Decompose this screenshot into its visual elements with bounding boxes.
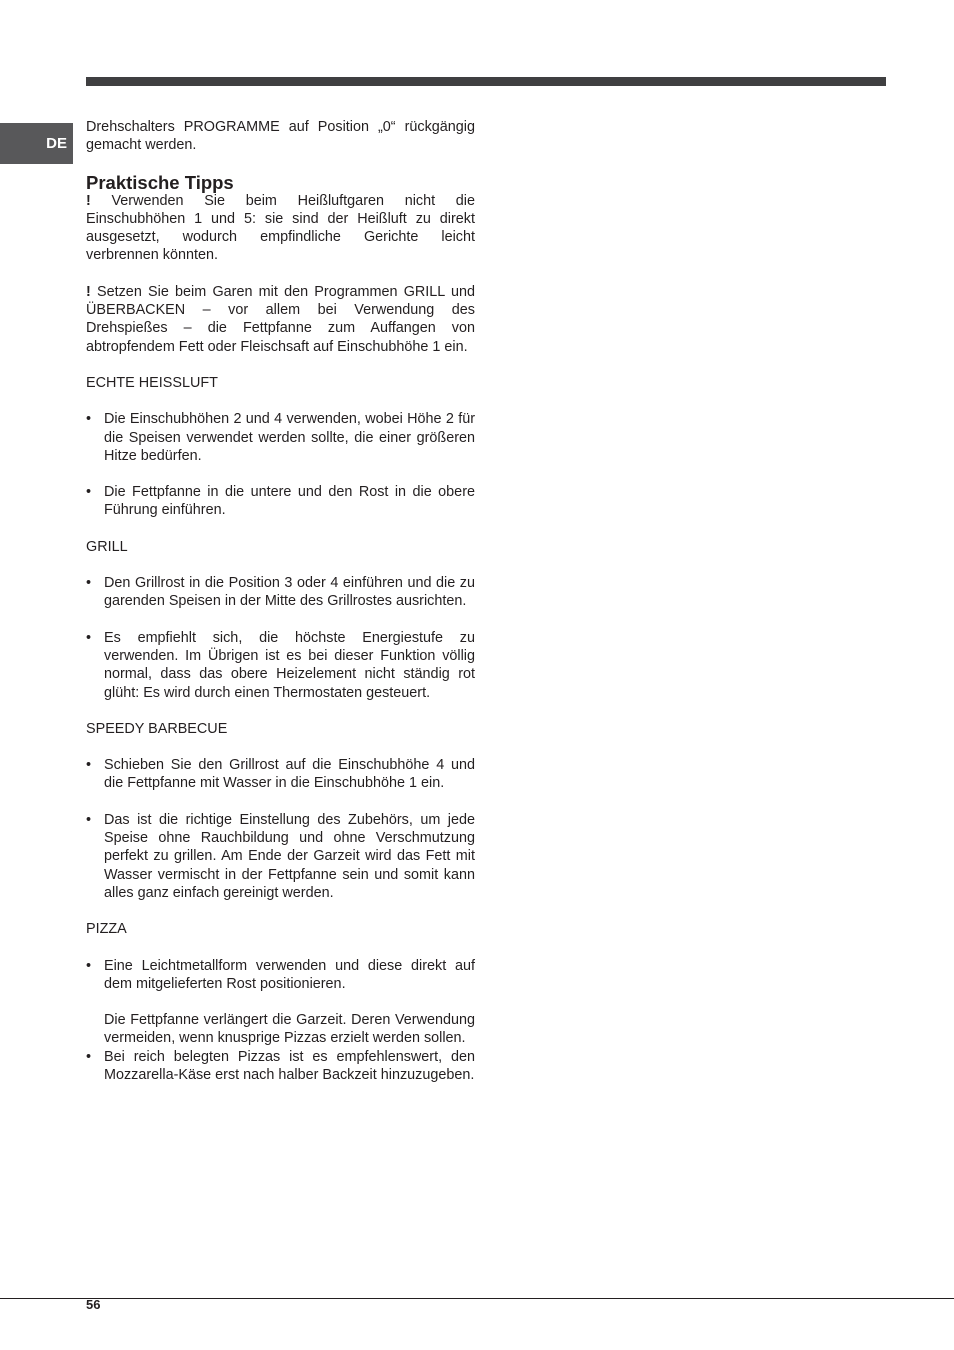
bullet-item: • Die Fettpfanne in die untere und den Rost in die obere Führung einführen. (86, 483, 475, 520)
warning-text: Verwenden Sie beim Heißluftgaren nicht die Einschubhöhen 1 und 5: sie sind der Heißluft zu direkt ausgesetzt, wodurch empfindliche Gerichte leicht verbrennen könnten. (86, 192, 475, 264)
section-title-grill: GRILL (86, 538, 128, 555)
section-title-echte-heissluft: ECHTE HEISSLUFT (86, 374, 218, 391)
bullet-item: • Eine Leichtmetallform verwenden und diese direkt auf dem mitgelieferten Rost positionieren. (86, 957, 475, 994)
warning-text: Setzen Sie beim Garen mit den Programmen GRILL und ÜBERBACKEN – vor allem bei Verwendung des Drehspießes – die Fettpfanne zum Auffangen von abtropfendem Fett oder Fleischsaft auf Einschubhöhe 1 ein. (86, 283, 475, 355)
bullet-item: • Das ist die richtige Einstellung des Zubehörs, um jede Speise ohne Rauchbildung und ohne Verschmutzung perfekt zu grillen. Am Ende der Garzeit wird das Fett mit Wasser vermischt in der Fettpfanne sein und somit kann alles ganz einfach gereinigt werden. (86, 811, 475, 902)
warning-paragraph-1 (86, 192, 475, 265)
text-column (86, 118, 475, 1084)
pizza-note: Die Fettpfanne verlängert die Garzeit. Deren Verwendung vermeiden, wenn knusprige Pizzas erzielt werden sollen. (104, 1012, 475, 1047)
intro-paragraph: Drehschalters PROGRAMME auf Position „0“ rückgängig gemacht werden. (86, 119, 475, 154)
language-tab (0, 123, 73, 164)
section-title-pizza: PIZZA (86, 921, 127, 938)
section-heading: Praktische Tipps (86, 171, 234, 193)
bullet-item: • Es empfiehlt sich, die höchste Energiestufe zu verwenden. Im Übrigen ist es bei dieser Funktion völlig normal, dass das obere Heizelement nicht ständig rot glüht: Es wird durch einen Thermostaten gesteuert. (86, 629, 475, 702)
bullet-item: • Schieben Sie den Grillrost auf die Einschubhöhe 4 und die Fettpfanne mit Wasser in die Einschubhöhe 1 ein. (86, 756, 475, 793)
header-rule (86, 77, 886, 86)
bullet-item: • Den Grillrost in die Position 3 oder 4 einführen und die zu garenden Speisen in der Mitte des Grillrostes ausrichten. (86, 574, 475, 611)
warning-mark: ! (86, 192, 91, 209)
footer-rule (0, 1298, 954, 1299)
language-code: DE (46, 135, 67, 152)
warning-mark: ! (86, 283, 91, 300)
page-number: 56 (86, 1297, 101, 1312)
bullet-item: • Die Einschubhöhen 2 und 4 verwenden, wobei Höhe 2 für die Speisen verwendet werden sollte, die einer größeren Hitze bedürfen. (86, 410, 475, 465)
bullet-item: • Bei reich belegten Pizzas ist es empfehlenswert, den Mozzarella-Käse erst nach halber Backzeit hinzuzugeben. (86, 1048, 475, 1085)
section-title-speedy-barbecue: SPEEDY BARBECUE (86, 720, 228, 737)
warning-paragraph-2 (86, 283, 475, 356)
